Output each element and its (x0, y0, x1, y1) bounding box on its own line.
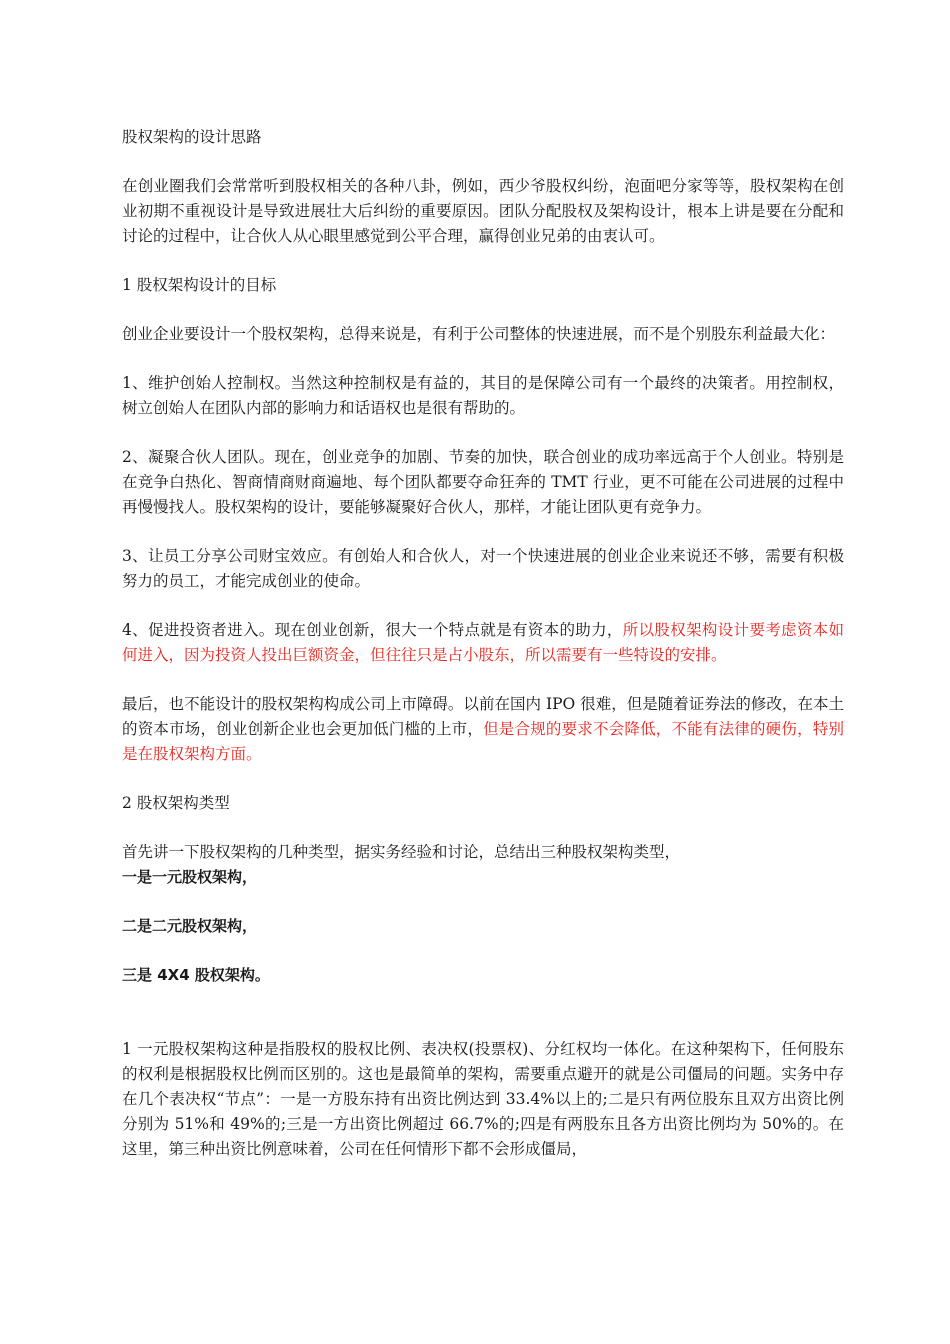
final-paragraph (122, 692, 844, 767)
type-1-label: 一是一元股权架构， (122, 868, 258, 886)
final-paragraph-highlight: 但是合规的要求不会降低，不能有法律的硬伤，特别是在股权架构方面。 (122, 720, 844, 763)
goal-item-4-text: 4、促进投资者进入。现在创业创新，很大一个特点就是有资本的助力， (122, 621, 623, 639)
section1-heading: 1 股权架构设计的目标 (122, 276, 277, 294)
document-body (122, 125, 844, 1162)
goal-item-4 (122, 618, 844, 668)
type-3-label: 三是 4X4 股权架构。 (122, 966, 270, 984)
section1-intro: 创业企业要设计一个股权架构，总得来说是，有利于公司整体的快速进展，而不是个别股东利益最大化： (122, 325, 836, 343)
type-2-label: 二是二元股权架构， (122, 917, 258, 935)
final-paragraph-text: 最后，也不能设计的股权架构构成公司上市障碍。以前在国内 IPO 很难，但是随着证券法的修改，在本土的资本市场，创业创新企业也会更加低门槛的上市， (122, 695, 844, 738)
section2-heading: 2 股权架构类型 (122, 794, 230, 812)
intro-paragraph: 在创业圈我们会常常听到股权相关的各种八卦，例如，西少爷股权纠纷，泡面吧分家等等，股权架构在创业初期不重视设计是导致进展壮大后纠纷的重要原因。团队分配股权及架构设计，根本上讲是要在分配和讨论的过程中，让合伙人从心眼里感觉到公平合理，赢得创业兄弟的由衷认可。 (122, 177, 844, 245)
goal-item-3: 3、让员工分享公司财宝效应。有创始人和合伙人，对一个快速进展的创业企业来说还不够，需要有积极努力的员工，才能完成创业的使命。 (122, 547, 844, 590)
type-1-detail: 1 一元股权架构这种是指股权的股权比例、表决权(投票权)、分红权均一体化。在这种架构下，任何股东的权利是根据股权比例而区别的。这也是最简单的架构，需要重点避开的就是公司僵局的问题。实务中存在几个表决权“节点”：一是一方股东持有出资比例达到 33.4%以上的;二是只有两位股东且双方出资比例分别为 51%和 49%的;三是一方出资比例超过 66.7%的;四是有两股东且各方出资比例均为 50%的。在这里，第三种出资比例意味着，公司在任何情形下都不会形成僵局， (122, 1040, 844, 1158)
section2-intro: 首先讲一下股权架构的几种类型，据实务经验和讨论，总结出三种股权架构类型， (122, 843, 681, 861)
doc-title: 股权架构的设计思路 (122, 128, 262, 146)
goal-item-4-highlight: 所以股权架构设计要考虑资本如何进入，因为投资人投出巨额资金，但往往只是占小股东，所以需要有一些特设的安排。 (122, 621, 844, 664)
goal-item-2: 2、凝聚合伙人团队。现在，创业竞争的加剧、节奏的加快，联合创业的成功率远高于个人创业。特别是在竞争白热化、智商情商财商遍地、每个团队都要夺命狂奔的 TMT 行业，更不可能在公司进展的过程中再慢慢找人。股权架构的设计，要能够凝聚好合伙人，那样，才能让团队更有竞争力。 (122, 448, 844, 516)
goal-item-1: 1、维护创始人控制权。当然这种控制权是有益的，其目的是保障公司有一个最终的决策者。用控制权，树立创始人在团队内部的影响力和话语权也是很有帮助的。 (122, 374, 844, 417)
